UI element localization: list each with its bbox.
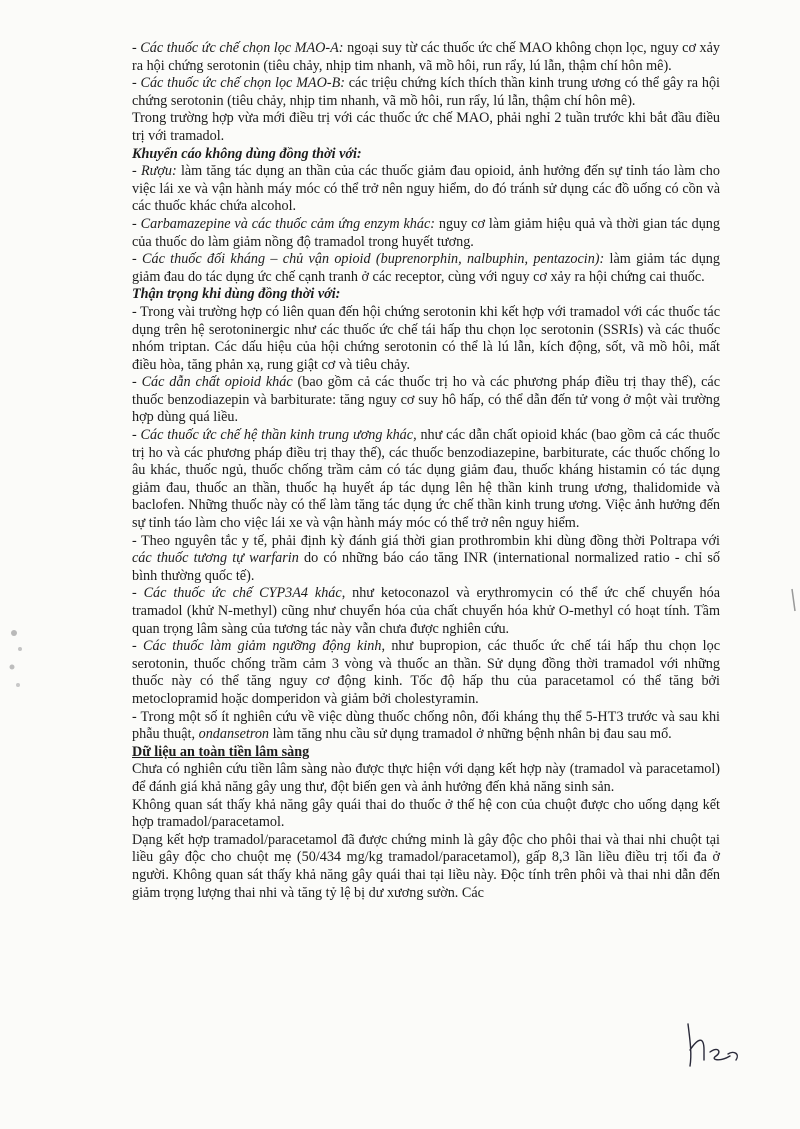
text-run: Không quan sát thấy khả năng gây quái thai do thuốc ở thế hệ con của chuột được cho uống dạng kết hợp tramadol/paracetamol. — [132, 796, 720, 831]
italic-term: Các thuốc ức chế CYP3A4 khác — [143, 585, 342, 602]
text-run: - — [132, 163, 141, 180]
italic-term: Các thuốc ức chế chọn lọc MAO-B: — [140, 75, 345, 92]
italic-term: Các thuốc đối kháng – chủ vận opioid (buprenorphin, nalbuphin, pentazocin): — [142, 251, 605, 268]
text-run: - Theo nguyên tắc y tế, phải định kỳ đánh giá thời gian prothrombin khi dùng đồng thời Poltrapa với — [132, 532, 720, 549]
text-run: làm tăng nhu cầu sử dụng tramadol ở những bệnh nhân bị đau sau mổ. — [269, 726, 672, 743]
paragraph — [132, 832, 720, 902]
italic-term: Các thuốc ức chế chọn lọc MAO-A: — [140, 40, 344, 56]
paragraph — [132, 374, 720, 427]
text-run: Chưa có nghiên cứu tiền lâm sàng nào được thực hiện với dạng kết hợp này (tramadol và paracetamol) để đánh giá khả năng gây ung thư, đột biến gen và ảnh hưởng đến khả năng sinh sản. — [132, 761, 720, 795]
text-run: , như ketoconazol và erythromycin có thể ức chế chuyển hóa tramadol (khử N-methyl) cũng như chuyển hóa của chất chuyển hóa khử O-methyl có hoạt tính. Tầm quan trọng lâm sàng của tương tác này vẫn chưa được nghiên cứu. — [132, 585, 720, 637]
italic-term: Các thuốc ức chế hệ thần kinh trung ương khác — [140, 427, 414, 444]
paragraph — [132, 427, 720, 533]
text-run: (bao gồm cả các thuốc trị ho và các phương pháp điều trị thay thế), các thuốc benzodiazepin và barbiturate: tăng nguy cơ suy hô hấp, có thể dẫn đến tử vong ở một vài trường hợp dùng quá liều. — [132, 374, 720, 426]
italic-term: Carbamazepine và các thuốc cảm ứng enzym khác: — [140, 215, 436, 232]
text-run: , như bupropion, các thuốc ức chế tái hấp thu chọn lọc serotonin, thuốc chống trầm cảm 3 vòng và thuốc an thần. Sử dụng đồng thời tramadol với những thuốc này có thể tăng nguy cơ động kinh. Tốc độ hấp thu của paracetamol có thể tăng bởi metoclopramid hoặc domperidon và giảm bởi cholestyramin. — [132, 638, 720, 707]
paragraph — [132, 216, 720, 251]
text-run: nguy cơ làm giảm hiệu quả và thời gian tác dụng của thuốc do làm giảm nồng độ tramadol trong huyết tương. — [132, 215, 720, 250]
italic-term: ondansetron — [198, 726, 270, 743]
paragraph — [132, 40, 720, 75]
text-run: - — [132, 40, 141, 56]
paragraph — [132, 761, 720, 796]
text-run: - — [132, 585, 144, 602]
text-run: - — [132, 215, 141, 232]
text-run: các triệu chứng kích thích thần kinh trung ương có thể gây ra hội chứng serotonin (tiêu chảy, nhịp tim nhanh, vã mồ hôi, run rẩy, lú lẫn, thậm chí hôn mê). — [132, 75, 720, 109]
section-heading: Khuyến cáo không dùng đồng thời với: — [132, 145, 362, 162]
section-heading: Dữ liệu an toàn tiền lâm sàng — [132, 743, 310, 760]
paragraph — [132, 163, 720, 216]
text-run: ngoại suy từ các thuốc ức chế MAO không chọn lọc, nguy cơ xảy ra hội chứng serotonin (tiêu chảy, nhịp tim nhanh, vã mồ hôi, run rẩy, lú lẫn, thậm chí hôn mê). — [132, 40, 720, 74]
text-run: làm giảm tác dụng giảm đau do tác dụng ức chế cạnh tranh ở các receptor, cùng với nguy cơ xảy ra hội chứng cai thuốc. — [132, 251, 720, 285]
text-run: - — [132, 427, 141, 444]
text-run: - — [132, 75, 141, 92]
paragraph — [132, 304, 720, 374]
paragraph — [132, 797, 720, 832]
paragraph — [132, 251, 720, 286]
scan-edge-mark — [786, 585, 800, 615]
paragraph — [132, 585, 720, 638]
text-run: , như các dẫn chất opioid khác (bao gồm cả các thuốc trị ho và các phương pháp điều trị thay thế), các thuốc benzodiazepine, barbiturate, các thuốc chống lo âu khác, thuốc ngủ, thuốc chống trầm cảm có tác dụng giảm đau, thuốc kháng histamin có tác dụng giảm đau, thuốc an thần, thuốc hạ huyết áp tác dụng lên hệ thần kinh trung ương, thalidomide và baclofen. Những thuốc này có thể làm tăng tác dụng ức chế thần kinh trung ương. Việc ảnh hưởng đến sự tỉnh táo làm cho việc lái xe và vận hành máy móc có thể trở nên nguy hiểm. — [132, 427, 720, 532]
text-run: Trong trường hợp vừa mới điều trị với các thuốc ức chế MAO, phải nghỉ 2 tuần trước khi bắt đầu điều trị với tramadol. — [132, 110, 720, 144]
scan-edge-mark — [0, 615, 30, 705]
text-run: làm tăng tác dụng an thần của các thuốc giảm đau opioid, ảnh hưởng đến sự tỉnh táo làm cho việc lái xe và vận hành máy móc có thể trở nên nguy hiểm, do đó tránh sử dụng các đồ uống có cồn và các thuốc khác chứa alcohol. — [132, 163, 720, 215]
paragraph — [132, 709, 720, 744]
paragraph — [132, 75, 720, 110]
text-run: Dạng kết hợp tramadol/paracetamol đã được chứng minh là gây độc cho phôi thai và thai nhi chuột tại liều gây độc cho chuột mẹ (50/434 mg/kg tramadol/paracetamol), gấp 8,3 lần liều điều trị tối đa ở người. Không quan sát thấy khả năng gây quái thai tại liều này. Độc tính trên phôi và thai nhi dẫn đến giảm trọng lượng thai nhi và tăng tỷ lệ bị dư xương sườn. Các — [132, 831, 720, 901]
handwritten-signature — [670, 1010, 750, 1070]
text-run: - — [132, 251, 143, 268]
italic-term: Rượu: — [140, 163, 177, 180]
text-run: - — [132, 374, 142, 391]
section-heading: Thận trọng khi dùng đồng thời với: — [132, 286, 341, 303]
italic-term: Các thuốc làm giảm ngưỡng động kinh — [143, 638, 382, 655]
paragraph — [132, 638, 720, 708]
paragraph — [132, 110, 720, 145]
document-body — [132, 40, 720, 902]
text-run: do có những báo cáo tăng INR (international normalized ratio - chỉ số bình thường quốc tế). — [132, 550, 721, 584]
italic-term: Các dẫn chất opioid khác — [141, 374, 293, 391]
paragraph — [132, 533, 720, 586]
text-run: - Trong vài trường hợp có liên quan đến hội chứng serotonin khi kết hợp với tramadol với các thuốc tác dụng trên hệ serotoninergic như các thuốc ức chế tái hấp thu chọn lọc serotonin (SSRIs) và các thuốc nhóm triptan. Các dấu hiệu của hội chứng serotonin có thể là lú lẫn, kích động, sốt, vã mồ hôi, mất điều hòa, tăng phản xạ, rung giật cơ và tiêu chảy. — [132, 303, 720, 373]
text-run: - — [132, 638, 144, 655]
text-run: - Trong một số ít nghiên cứu về việc dùng thuốc chống nôn, đối kháng thụ thể 5-HT3 trước và sau khi phẫu thuật, — [132, 708, 720, 743]
italic-term: các thuốc tương tự warfarin — [132, 550, 299, 567]
